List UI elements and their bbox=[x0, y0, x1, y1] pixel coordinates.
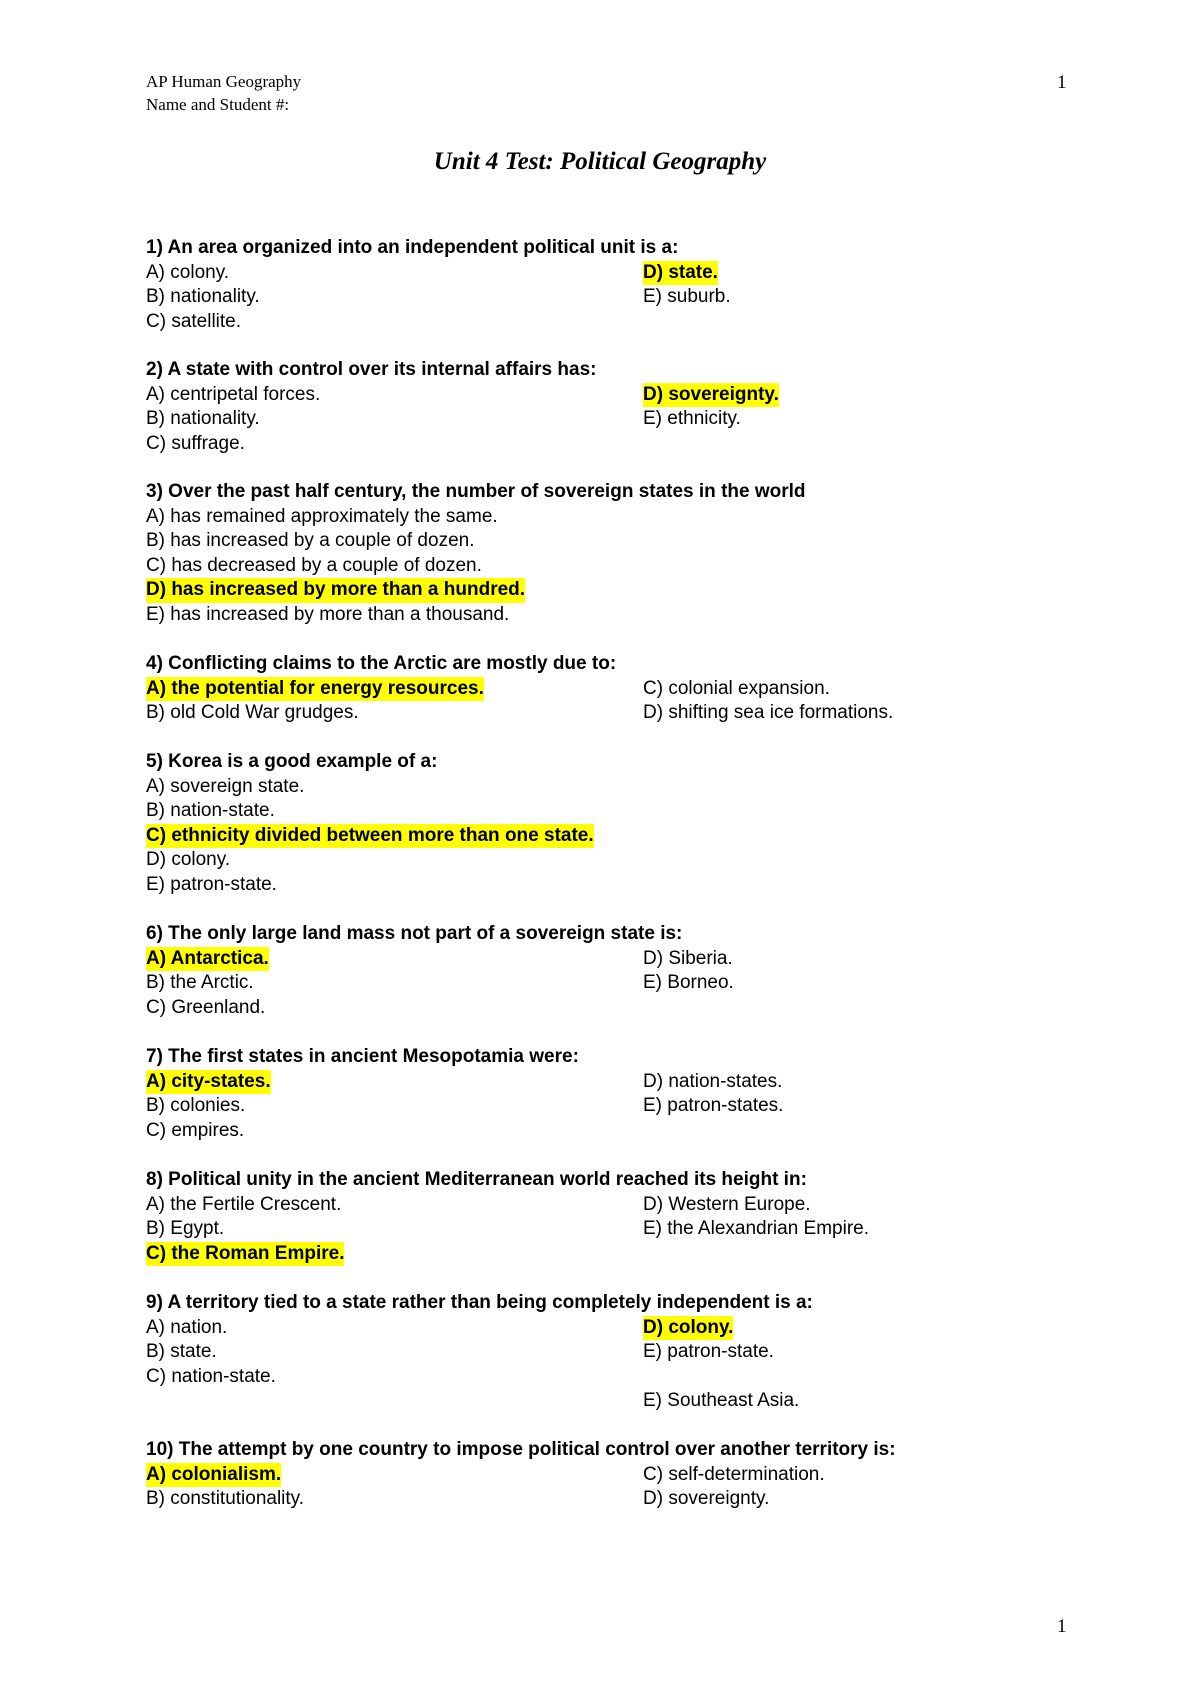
answer-option: B) old Cold War grudges. bbox=[146, 702, 359, 723]
question-stem: 9) A territory tied to a state rather than being completely independent is a: bbox=[146, 1292, 813, 1313]
question-stem: 2) A state with control over its internal affairs has: bbox=[146, 359, 597, 380]
answer-option: D) nation-states. bbox=[643, 1070, 783, 1092]
answer-row bbox=[146, 947, 1046, 972]
correct-answer-option: D) sovereignty. bbox=[643, 383, 779, 408]
question-7 bbox=[146, 1045, 1046, 1143]
answer-option: D) sovereignty. bbox=[643, 1488, 770, 1509]
answer-row bbox=[146, 701, 1046, 726]
answer-row bbox=[146, 285, 1046, 310]
answer-row bbox=[146, 261, 1046, 286]
answer-option: B) nation-state. bbox=[146, 800, 275, 821]
correct-answer-option: D) has increased by more than a hundred. bbox=[146, 578, 525, 603]
question-stem: 3) Over the past half century, the number of sovereign states in the world bbox=[146, 481, 806, 502]
answer-row bbox=[146, 310, 1046, 335]
answer-row bbox=[146, 824, 1046, 849]
correct-answer-option: A) city-states. bbox=[146, 1070, 271, 1095]
answer-row bbox=[146, 1316, 1046, 1341]
answer-row bbox=[146, 1193, 1046, 1218]
answer-row bbox=[146, 432, 1046, 457]
answer-row bbox=[146, 971, 1046, 996]
question-stem: 4) Conflicting claims to the Arctic are mostly due to: bbox=[146, 653, 617, 674]
answer-option: B) constitutionality. bbox=[146, 1488, 305, 1509]
answer-option: E) Borneo. bbox=[643, 972, 734, 993]
correct-answer-option: D) state. bbox=[643, 261, 718, 286]
answer-option: A) has remained approximately the same. bbox=[146, 505, 498, 527]
question-3 bbox=[146, 480, 1046, 627]
correct-answer-option: C) ethnicity divided between more than one state. bbox=[146, 824, 594, 849]
answer-row bbox=[146, 996, 1046, 1021]
correct-answer-option: C) the Roman Empire. bbox=[146, 1242, 344, 1267]
correct-answer-option: A) the potential for energy resources. bbox=[146, 677, 484, 702]
answer-row bbox=[146, 603, 1046, 628]
page-title: Unit 4 Test: Political Geography bbox=[433, 148, 767, 175]
question-8 bbox=[146, 1168, 1046, 1266]
answer-row bbox=[146, 1094, 1046, 1119]
answer-row bbox=[146, 1365, 1046, 1390]
answer-option: E) patron-states. bbox=[643, 1095, 784, 1116]
answer-row bbox=[146, 1340, 1046, 1365]
answer-option: B) state. bbox=[146, 1341, 217, 1362]
answer-option: C) satellite. bbox=[146, 310, 242, 332]
answer-option: E) has increased by more than a thousand. bbox=[146, 603, 510, 625]
answer-row bbox=[146, 873, 1046, 898]
answer-option: E) Southeast Asia. bbox=[643, 1390, 800, 1411]
answer-option: E) the Alexandrian Empire. bbox=[643, 1218, 870, 1239]
question-6 bbox=[146, 922, 1046, 1020]
answer-row bbox=[146, 1389, 1046, 1414]
question-2 bbox=[146, 358, 1046, 456]
question-4 bbox=[146, 652, 1046, 726]
question-9 bbox=[146, 1291, 1046, 1414]
name-student-line: Name and Student #: bbox=[146, 95, 290, 114]
answer-row bbox=[146, 1487, 1046, 1512]
answer-option: C) has decreased by a couple of dozen. bbox=[146, 554, 482, 576]
answer-option: B) Egypt. bbox=[146, 1218, 225, 1239]
answer-row bbox=[146, 1242, 1046, 1267]
answer-row bbox=[146, 848, 1046, 873]
answer-option: B) has increased by a couple of dozen. bbox=[146, 530, 475, 551]
answer-option: E) patron-state. bbox=[146, 873, 277, 895]
answer-row bbox=[146, 1217, 1046, 1242]
answer-option: C) colonial expansion. bbox=[643, 677, 830, 699]
question-stem: 5) Korea is a good example of a: bbox=[146, 751, 438, 772]
answer-option: E) suburb. bbox=[643, 286, 731, 307]
answer-row bbox=[146, 1119, 1046, 1144]
answer-option: E) patron-state. bbox=[643, 1341, 774, 1362]
answer-option: C) empires. bbox=[146, 1119, 245, 1141]
answer-row bbox=[146, 578, 1046, 603]
answer-option: A) sovereign state. bbox=[146, 775, 305, 797]
answer-row bbox=[146, 799, 1046, 824]
answer-option: C) self-determination. bbox=[643, 1463, 825, 1485]
question-stem: 8) Political unity in the ancient Mediterranean world reached its height in: bbox=[146, 1169, 807, 1190]
answer-option: E) ethnicity. bbox=[643, 408, 741, 429]
correct-answer-option: D) colony. bbox=[643, 1316, 733, 1341]
answer-row bbox=[146, 383, 1046, 408]
answer-row bbox=[146, 554, 1046, 579]
answer-option: A) the Fertile Crescent. bbox=[146, 1193, 342, 1215]
answer-row bbox=[146, 505, 1046, 530]
answer-option: B) nationality. bbox=[146, 286, 260, 307]
answer-option: C) suffrage. bbox=[146, 432, 245, 454]
answer-row bbox=[146, 1463, 1046, 1488]
answer-option: D) Western Europe. bbox=[643, 1193, 811, 1215]
answer-option: A) centripetal forces. bbox=[146, 383, 321, 405]
correct-answer-option: A) Antarctica. bbox=[146, 947, 269, 972]
page-number-top: 1 bbox=[1057, 72, 1067, 93]
answer-option: D) shifting sea ice formations. bbox=[643, 702, 894, 723]
answer-row bbox=[146, 407, 1046, 432]
question-stem: 1) An area organized into an independent political unit is a: bbox=[146, 237, 679, 258]
answer-option: D) Siberia. bbox=[643, 947, 733, 969]
answer-option: C) nation-state. bbox=[146, 1365, 276, 1387]
question-stem: 6) The only large land mass not part of a sovereign state is: bbox=[146, 923, 683, 944]
question-10 bbox=[146, 1438, 1046, 1512]
answer-option: B) the Arctic. bbox=[146, 972, 254, 993]
question-stem: 7) The first states in ancient Mesopotamia were: bbox=[146, 1046, 579, 1067]
answer-option: C) Greenland. bbox=[146, 996, 266, 1018]
answer-option: B) colonies. bbox=[146, 1095, 246, 1116]
answer-row bbox=[146, 775, 1046, 800]
answer-option: A) colony. bbox=[146, 261, 230, 283]
answer-row bbox=[146, 529, 1046, 554]
answer-option: A) nation. bbox=[146, 1316, 228, 1338]
answer-row bbox=[146, 1070, 1046, 1095]
course-name: AP Human Geography bbox=[146, 72, 302, 91]
question-stem: 10) The attempt by one country to impose political control over another territory is: bbox=[146, 1439, 896, 1460]
question-1 bbox=[146, 236, 1046, 334]
question-5 bbox=[146, 750, 1046, 897]
correct-answer-option: A) colonialism. bbox=[146, 1463, 281, 1488]
answer-option: B) nationality. bbox=[146, 408, 260, 429]
answer-option: D) colony. bbox=[146, 849, 231, 870]
page-number-bottom: 1 bbox=[1057, 1616, 1067, 1637]
answer-row bbox=[146, 677, 1046, 702]
